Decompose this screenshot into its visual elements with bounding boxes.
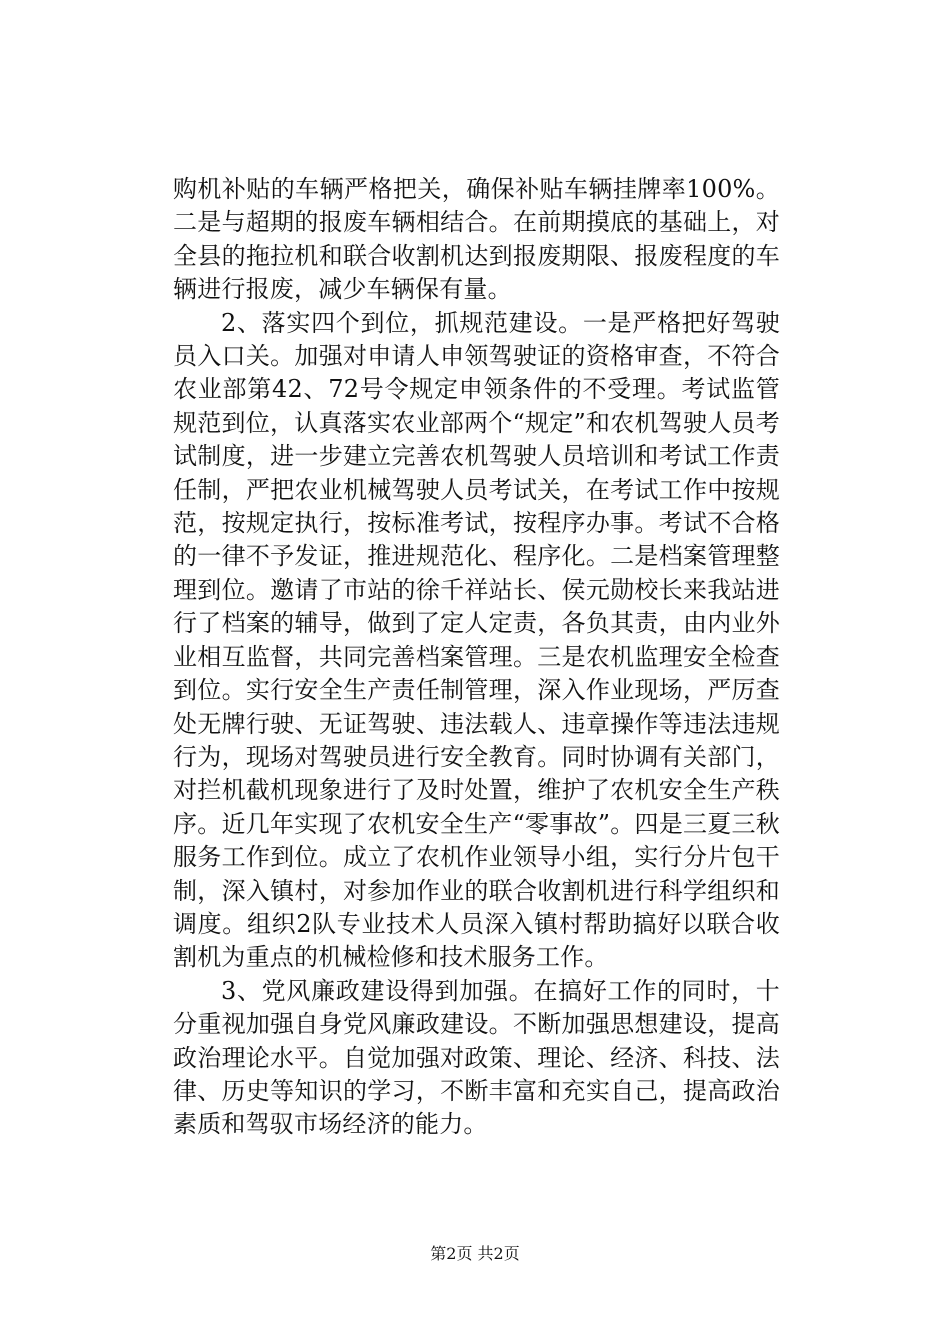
paragraph-1: 购机补贴的车辆严格把关，确保补贴车辆挂牌率100%。二是与超期的报废车辆相结合。在前期摸底的基础上，对全县的拖拉机和联合收割机达到报废期限、报废程度的车辆进行报废，减少车辆保有量。 [173, 175, 780, 304]
paragraph-2: 2、落实四个到位，抓规范建设。一是严格把好驾驶员入口关。加强对申请人申领驾驶证的资格审查，不符合农业部第42、72号令规定申领条件的不受理。考试监管规范到位，认真落实农业部两个“规定”和农机驾驶人员考试制度，进一步建立完善农机驾驶人员培训和考试工作责任制，严把农业机械驾驶人员考试关，在考试工作中按规范，按规定执行，按标准考试，按程序办事。考试不合格的一律不予发证，推进规范化、程序化。二是档案管理整理到位。邀请了市站的徐千祥站长、侯元勋校长来我站进行了档案的辅导，做到了定人定责，各负其责，由内业外业相互监督，共同完善档案管理。三是农机监理安全检查到位。实行安全生产责任制管理，深入作业现场，严厉查处无牌行驶、无证驾驶、违法载人、违章操作等违法违规行为，现场对驾驶员进行安全教育。同时协调有关部门，对拦机截机现象进行了及时处置，维护了农机安全生产秩序。近几年实现了农机安全生产“零事故”。四是三夏三秋服务工作到位。成立了农机作业领导小组，实行分片包干制，深入镇村，对参加作业的联合收割机进行科学组织和调度。组织2队专业技术人员深入镇村帮助搞好以联合收割机为重点的机械检修和技术服务工作。 [173, 308, 780, 972]
page-footer [0, 1243, 950, 1265]
page-number-label: 第2页 共2页 [430, 1244, 520, 1263]
paragraph-3: 3、党风廉政建设得到加强。在搞好工作的同时，十分重视加强自身党风廉政建设。不断加强思想建设，提高政治理论水平。自觉加强对政策、理论、经济、科技、法律、历史等知识的学习，不断丰富和充实自己，提高政治素质和驾驭市场经济的能力。 [173, 976, 780, 1139]
document-body [173, 173, 780, 1142]
